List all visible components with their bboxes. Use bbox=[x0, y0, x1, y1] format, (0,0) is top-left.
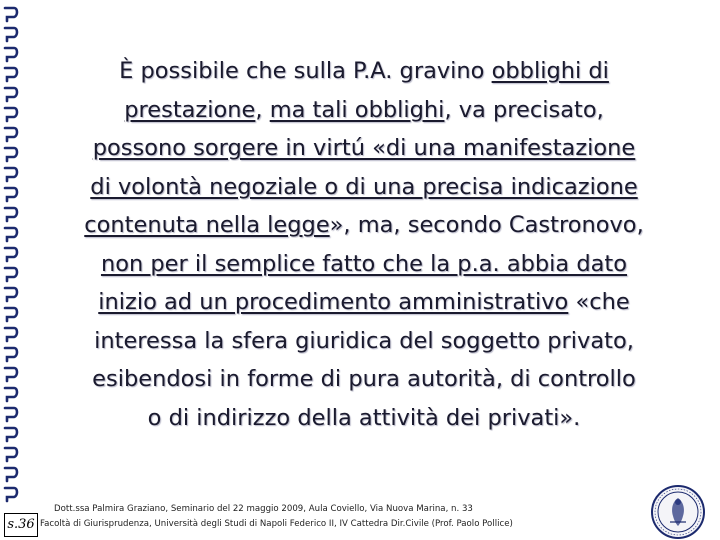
binding-ring-icon bbox=[2, 164, 20, 184]
binding-ring-icon bbox=[2, 244, 20, 264]
text-line bbox=[40, 168, 688, 207]
binding-ring-icon bbox=[2, 64, 20, 84]
binding-ring-icon bbox=[2, 284, 20, 304]
binding-ring-icon bbox=[2, 264, 20, 284]
text-segment: o di indirizzo della attività dei privati». bbox=[147, 404, 581, 431]
underlined-text: contenuta nella legge bbox=[84, 212, 330, 238]
footer-line-author: Dott.ssa Palmira Graziano, Seminario del 22 maggio 2009, Aula Coviello, Via Nuova Marina, n. 33 bbox=[54, 504, 473, 514]
underlined-text: ma tali obblighi bbox=[269, 96, 445, 123]
underlined-text: possono sorgere in virtú «di una manifestazione bbox=[92, 135, 636, 161]
text-segment: interessa la sfera giuridica del soggetto privato, bbox=[94, 327, 634, 354]
binding-ring-icon bbox=[2, 304, 20, 324]
binding-ring-icon bbox=[2, 384, 20, 404]
binding-ring-icon bbox=[2, 104, 20, 124]
text-line bbox=[40, 129, 688, 168]
text-line bbox=[40, 91, 688, 130]
slide-number: s.36 bbox=[4, 513, 38, 537]
binding-ring-icon bbox=[2, 204, 20, 224]
binding-ring-icon bbox=[2, 124, 20, 144]
binding-ring-icon bbox=[2, 324, 20, 344]
binding-ring-icon bbox=[2, 4, 20, 24]
text-segment: , bbox=[255, 96, 270, 123]
text-line bbox=[40, 206, 688, 245]
underlined-text: inizio ad un procedimento amministrativo bbox=[98, 289, 569, 315]
text-line bbox=[40, 245, 688, 284]
binding-ring-icon bbox=[2, 24, 20, 44]
underlined-text: prestazione bbox=[124, 96, 256, 123]
text-segment: «che bbox=[568, 289, 630, 315]
spiral-binding bbox=[0, 0, 22, 500]
underlined-text: non per il semplice fatto che la p.a. abbia dato bbox=[100, 250, 628, 277]
text-line bbox=[40, 399, 688, 438]
binding-ring-icon bbox=[2, 344, 20, 364]
slide-body-text bbox=[40, 52, 688, 437]
binding-ring-icon bbox=[2, 444, 20, 464]
binding-ring-icon bbox=[2, 84, 20, 104]
text-line bbox=[40, 322, 688, 361]
text-segment: , va precisato, bbox=[444, 96, 604, 123]
binding-ring-icon bbox=[2, 404, 20, 424]
underlined-text: di volontà negoziale o di una precisa indicazione bbox=[90, 173, 638, 200]
university-seal-icon bbox=[650, 484, 706, 540]
footer bbox=[40, 502, 640, 532]
text-segment: », ma, secondo Castronovo, bbox=[329, 212, 644, 238]
binding-ring-icon bbox=[2, 364, 20, 384]
text-line bbox=[40, 52, 688, 91]
binding-ring-icon bbox=[2, 484, 20, 504]
binding-ring-icon bbox=[2, 44, 20, 64]
text-line bbox=[40, 283, 688, 322]
text-segment: esibendosi in forme di pura autorità, di controllo bbox=[92, 366, 636, 392]
underlined-text: obblighi di bbox=[491, 58, 609, 84]
binding-ring-icon bbox=[2, 184, 20, 204]
binding-ring-icon bbox=[2, 424, 20, 444]
text-segment: È possibile che sulla P.A. gravino bbox=[119, 58, 492, 84]
footer-line-institution: Facoltà di Giurisprudenza, Università degli Studi di Napoli Federico II, IV Cattedra Dir.Civile (Prof. Paolo Pollice) bbox=[40, 519, 513, 529]
binding-ring-icon bbox=[2, 464, 20, 484]
text-line bbox=[40, 360, 688, 399]
binding-ring-icon bbox=[2, 144, 20, 164]
binding-ring-icon bbox=[2, 224, 20, 244]
